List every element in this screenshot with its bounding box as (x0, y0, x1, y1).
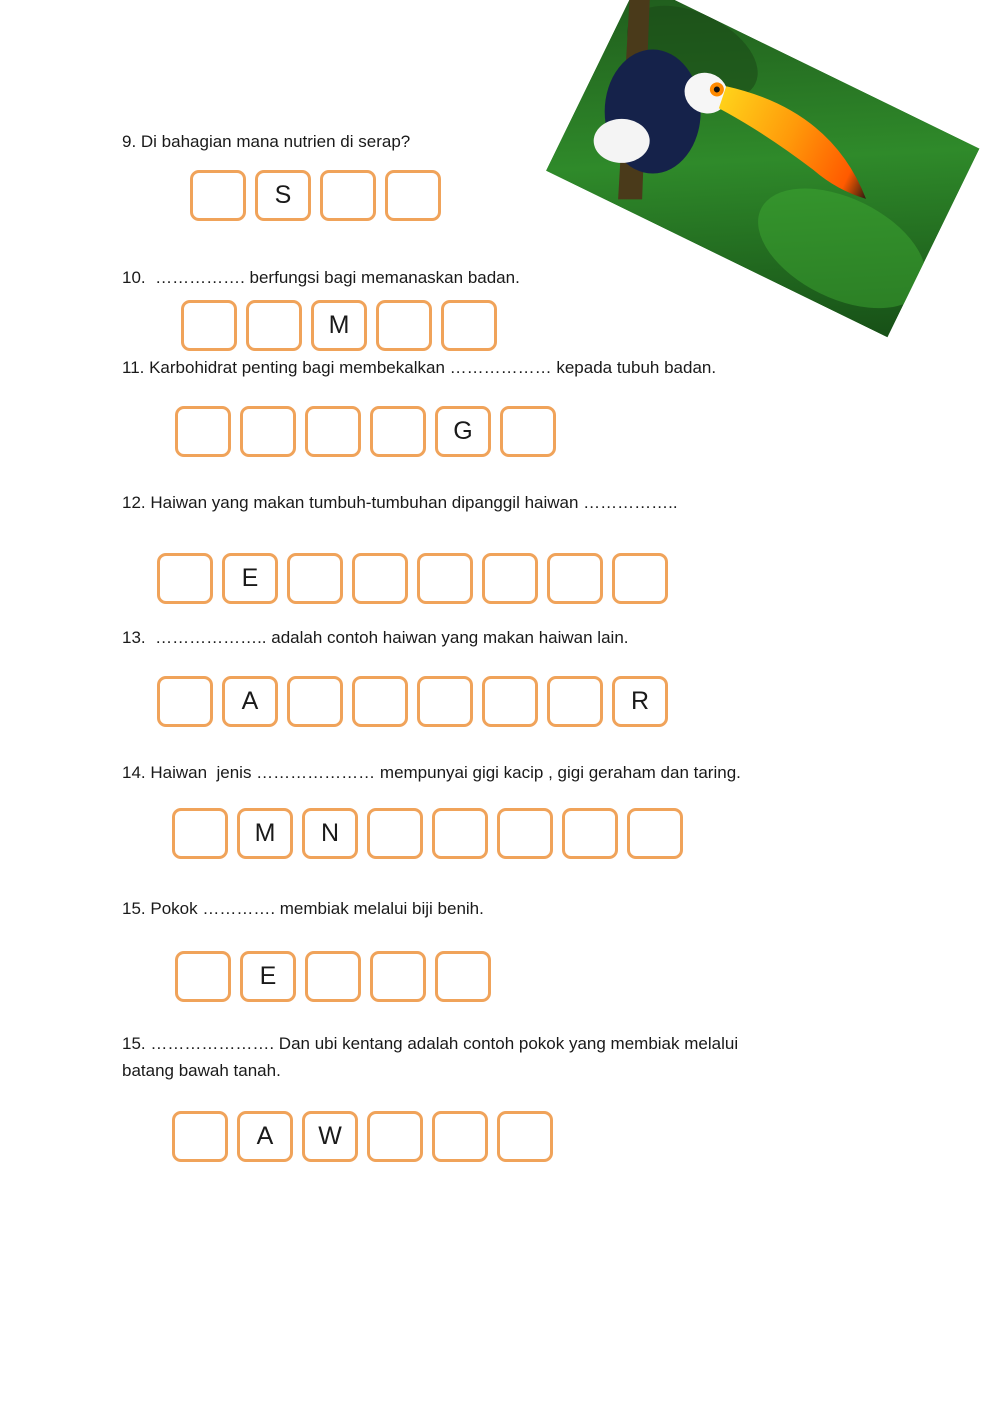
answer-box-row (157, 676, 677, 732)
answer-box-row (175, 951, 500, 1007)
letter-box-empty[interactable] (172, 1111, 228, 1162)
letter-box-prefilled[interactable]: M (311, 300, 367, 351)
letter-box-empty[interactable] (240, 406, 296, 457)
question-text: 11. Karbohidrat penting bagi membekalkan ……………… kepada tubuh badan. (122, 358, 717, 377)
letter-box-empty[interactable] (181, 300, 237, 351)
letter-box-prefilled[interactable]: R (612, 676, 668, 727)
letter-box-empty[interactable] (320, 170, 376, 221)
letter-box-empty[interactable] (305, 951, 361, 1002)
letter-box-empty[interactable] (287, 676, 343, 727)
answer-box-row (175, 406, 565, 462)
letter-box-empty[interactable] (367, 808, 423, 859)
answer-box-row (181, 300, 506, 356)
letter-box-prefilled[interactable]: E (240, 951, 296, 1002)
letter-box-prefilled[interactable]: A (237, 1111, 293, 1162)
letter-box-empty[interactable] (627, 808, 683, 859)
letter-box-empty[interactable] (417, 676, 473, 727)
answer-box-row (172, 1111, 562, 1167)
letter-box-empty[interactable] (497, 808, 553, 859)
letter-box-empty[interactable] (482, 676, 538, 727)
letter-box-empty[interactable] (547, 553, 603, 604)
letter-box-empty[interactable] (482, 553, 538, 604)
question-text: 10. ……………. berfungsi bagi memanaskan badan. (122, 268, 520, 287)
letter-box-empty[interactable] (385, 170, 441, 221)
letter-box-empty[interactable] (175, 951, 231, 1002)
letter-box-prefilled[interactable]: W (302, 1111, 358, 1162)
letter-box-empty[interactable] (157, 553, 213, 604)
question-text: 15. Pokok …………. membiak melalui biji benih. (122, 899, 484, 918)
letter-box-empty[interactable] (497, 1111, 553, 1162)
letter-box-empty[interactable] (376, 300, 432, 351)
letter-box-empty[interactable] (370, 406, 426, 457)
letter-box-empty[interactable] (432, 1111, 488, 1162)
answer-box-row (172, 808, 692, 864)
question-text: 9. Di bahagian mana nutrien di serap? (122, 132, 411, 151)
letter-box-empty[interactable] (172, 808, 228, 859)
question-text: 12. Haiwan yang makan tumbuh-tumbuhan dipanggil haiwan …………….. (122, 493, 678, 512)
letter-box-prefilled[interactable]: G (435, 406, 491, 457)
letter-box-empty[interactable] (370, 951, 426, 1002)
letter-box-prefilled[interactable]: S (255, 170, 311, 221)
letter-box-empty[interactable] (547, 676, 603, 727)
letter-box-empty[interactable] (352, 676, 408, 727)
letter-box-empty[interactable] (246, 300, 302, 351)
letter-box-empty[interactable] (287, 553, 343, 604)
question-text: 13. ……………….. adalah contoh haiwan yang makan haiwan lain. (122, 628, 629, 647)
letter-box-empty[interactable] (441, 300, 497, 351)
answer-box-row (190, 170, 450, 226)
letter-box-empty[interactable] (190, 170, 246, 221)
question-text: 14. Haiwan jenis ………………… mempunyai gigi kacip , gigi geraham dan taring. (122, 763, 741, 782)
letter-box-empty[interactable] (352, 553, 408, 604)
letter-box-empty[interactable] (562, 808, 618, 859)
letter-box-prefilled[interactable]: A (222, 676, 278, 727)
letter-box-empty[interactable] (305, 406, 361, 457)
letter-box-empty[interactable] (500, 406, 556, 457)
letter-box-empty[interactable] (612, 553, 668, 604)
letter-box-empty[interactable] (435, 951, 491, 1002)
letter-box-prefilled[interactable]: N (302, 808, 358, 859)
answer-box-row (157, 553, 677, 609)
letter-box-empty[interactable] (432, 808, 488, 859)
letter-box-empty[interactable] (175, 406, 231, 457)
letter-box-empty[interactable] (367, 1111, 423, 1162)
letter-box-prefilled[interactable]: M (237, 808, 293, 859)
letter-box-empty[interactable] (157, 676, 213, 727)
letter-box-empty[interactable] (417, 553, 473, 604)
letter-box-prefilled[interactable]: E (222, 553, 278, 604)
question-text: 15. …………………. Dan ubi kentang adalah contoh pokok yang membiak melalui batang bawah tanah. (122, 1034, 743, 1080)
